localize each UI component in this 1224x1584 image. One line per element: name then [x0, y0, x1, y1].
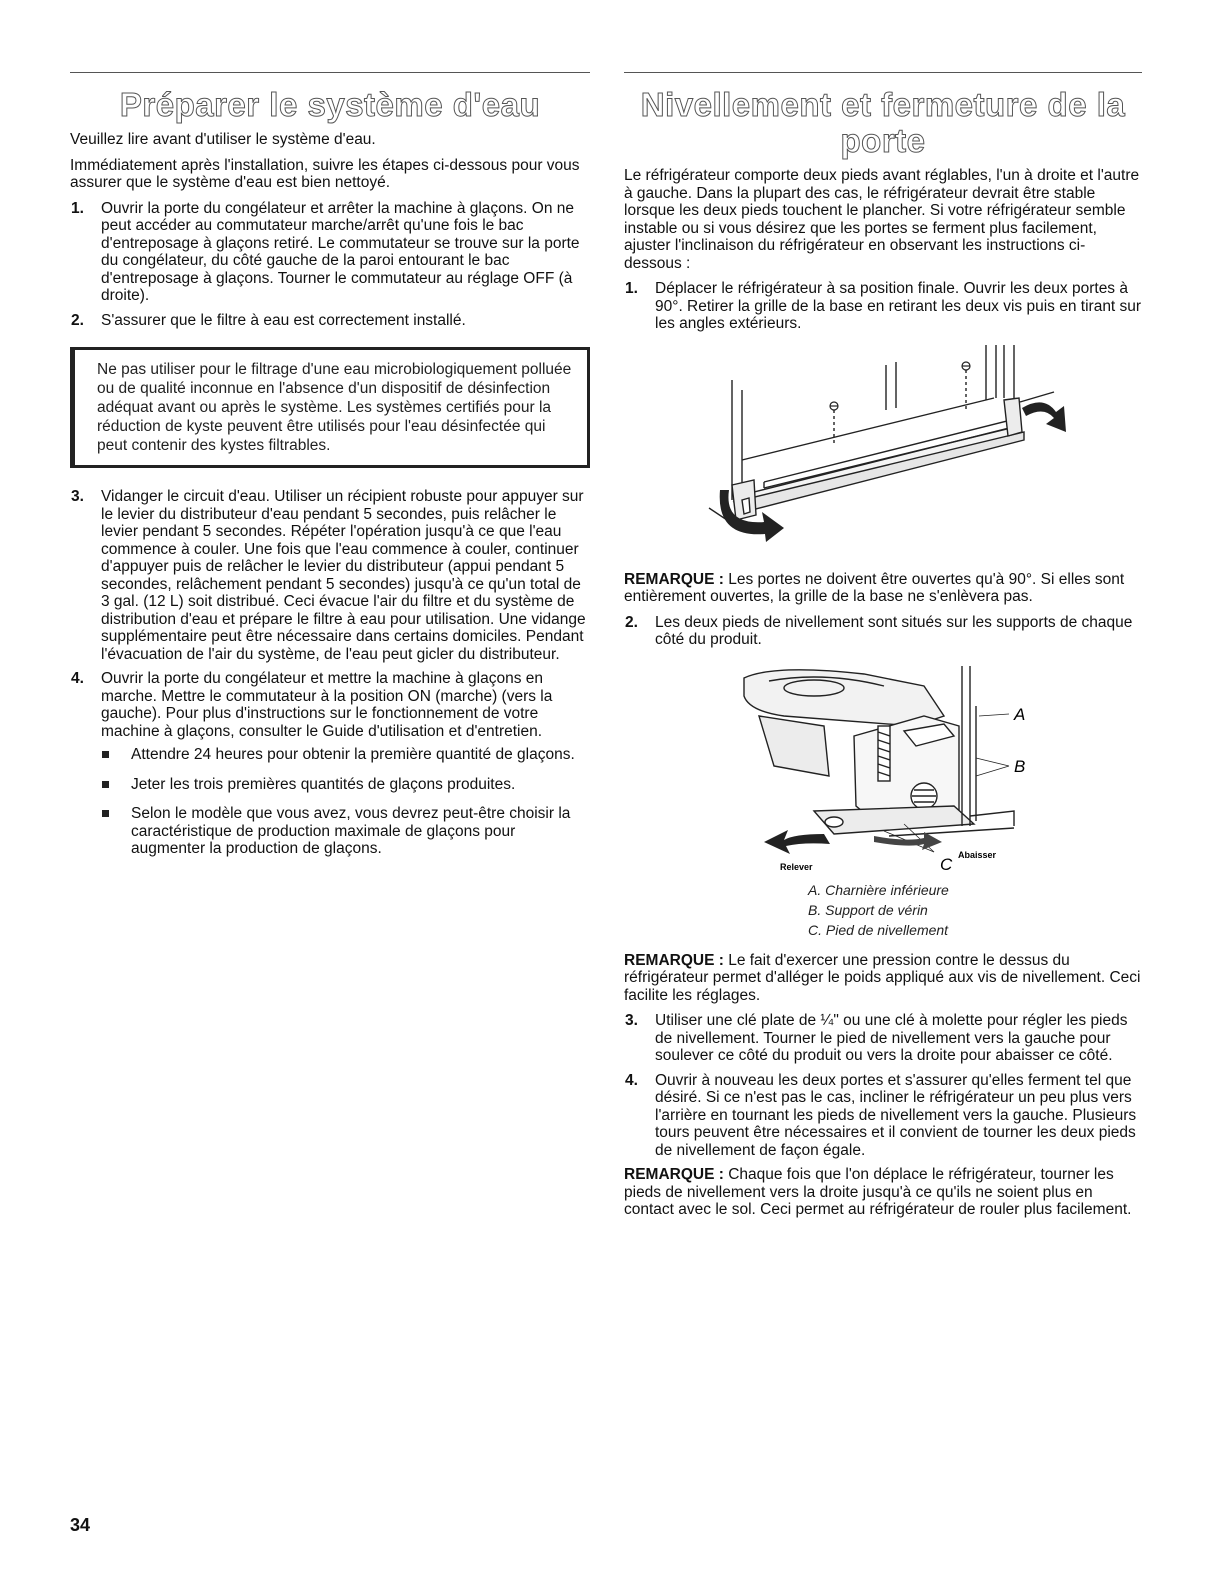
section-title-leveling: Nivellement et fermeture de la porte	[640, 86, 1126, 159]
leveling-foot-illustration	[624, 656, 1142, 874]
step-text: Ouvrir la porte du congélateur et arrêter la machine à glaçons. On ne peut accéder au commutateur marche/arrêt qu'une fois le bac d'entreposage à glaçons retiré. Le commutateur se trouve sur la porte du congélateur, du côté gauche de la paroi entourant le bac d'entreposage à glaçons. Tourner le commutateur au réglage OFF (à droite).	[101, 199, 580, 304]
step-item	[70, 488, 590, 663]
note-text: Chaque fois que l'on déplace le réfrigérateur, tourner les pieds de nivellement vers la droite jusqu'à ce qu'ils ne soient plus en contact avec le sol. Ceci permet au réfrigérateur de rouler plus facilement.	[624, 1166, 1132, 1218]
step-item	[70, 670, 590, 858]
caption-b: B. Support de vérin	[808, 901, 928, 918]
step-item	[624, 1012, 1142, 1065]
step-number: 3.	[71, 488, 84, 505]
caption-a: A. Charnière inférieure	[808, 881, 949, 898]
bullet-square-icon	[102, 810, 109, 817]
label-b: B	[1014, 756, 1026, 776]
section-rule	[624, 72, 1142, 73]
step-number: 4.	[71, 670, 84, 687]
bullet-text: Selon le modèle que vous avez, vous devrez peut-être choisir la caractéristique de production maximale de glaçons pour augmenter la production de glaçons.	[131, 805, 571, 857]
steps-list	[624, 1012, 1142, 1159]
step-number: 1.	[71, 199, 84, 217]
step-text: Les deux pieds de nivellement sont situés sur les supports de chaque côté du produit.	[655, 613, 1133, 648]
bullet-square-icon	[102, 751, 109, 758]
step-text: Ouvrir la porte du congélateur et mettre la machine à glaçons en marche. Mettre le commutateur à la position ON (marche) (vers la gauche). Pour plus d'instructions sur le fonctionnement de votre machine à glaçons, consulter le Guide d'utilisation et d'entretien.	[101, 670, 553, 740]
step-item	[624, 1072, 1142, 1160]
step-number: 4.	[625, 1071, 638, 1089]
bullet-item	[101, 805, 590, 858]
bullet-item	[101, 746, 590, 764]
page-number: 34	[70, 1515, 91, 1535]
step-number: 2.	[625, 613, 638, 631]
note-paragraph	[624, 952, 1142, 1005]
intro-paragraph: Le réfrigérateur comporte deux pieds avant réglables, l'un à droite et l'autre à gauche. Dans la plupart des cas, le réfrigérateur devrait être stable lorsque les deux pieds touchent le plancher. Si votre réfrigérateur semble instable ou si vous désirez que les portes se ferment plus facilement, ajuster l'inclinaison du réfrigérateur en observant les instructions ci-dessous :	[624, 167, 1140, 272]
step-item	[70, 200, 590, 305]
step-text: Déplacer le réfrigérateur à sa position finale. Ouvrir les deux portes à 90°. Retirer la grille de la base en retirant les deux vis puis en tirant sur les angles extérieurs.	[655, 280, 1142, 332]
note-paragraph	[624, 571, 1142, 606]
steps-list	[624, 280, 1142, 333]
step-item	[624, 280, 1142, 333]
bullet-item	[101, 776, 590, 794]
caption-c: C. Pied de nivellement	[808, 921, 949, 938]
note-label: REMARQUE :	[624, 570, 724, 588]
screw-icon	[830, 362, 970, 410]
pull-arrow-right-icon	[1022, 402, 1066, 432]
step-text: Ouvrir à nouveau les deux portes et s'assurer qu'elles ferment tel que désiré. Si ce n'est pas le cas, incliner le réfrigérateur un peu plus vers l'arrière en tournant les pieds de nivellement vers la gauche. Plusieurs tours peuvent être nécessaires et il convient de tourner les deux pieds de nivellement de façon égale.	[655, 1071, 1137, 1159]
step-number: 3.	[625, 1012, 638, 1029]
note-label: REMARQUE :	[624, 1166, 724, 1183]
bullet-square-icon	[102, 781, 109, 788]
step-item	[70, 312, 590, 330]
step-item	[624, 614, 1142, 649]
label-a: A	[1014, 704, 1026, 724]
intro-paragraph: Veuillez lire avant d'utiliser le système d'eau.	[70, 131, 376, 148]
steps-list	[624, 614, 1142, 649]
leveling-foot-drawing	[624, 656, 1142, 874]
label-raise: Relever	[780, 861, 813, 872]
bullet-text: Attendre 24 heures pour obtenir la première quantité de glaçons.	[131, 746, 575, 763]
figure-captions	[808, 880, 1142, 940]
label-lower: Abaisser	[958, 849, 997, 860]
note-text: Le fait d'exercer une pression contre le dessus du réfrigérateur permet d'alléger le poids appliqué aux vis de nivellement. Ceci facilite les réglages.	[624, 951, 1141, 1004]
base-grille-illustration	[624, 340, 1142, 565]
step-number: 1.	[625, 280, 638, 297]
label-c: C	[940, 854, 953, 874]
note-paragraph	[624, 1166, 1142, 1219]
steps-list	[70, 488, 590, 858]
warning-box: Ne pas utiliser pour le filtrage d'une eau microbiologiquement polluée ou de qualité inconnue en l'absence d'un dispositif de désinfection adéquat avant ou après le système. Les systèmes certifiés pour la réduction de kyste peuvent être utilisés pour l'eau désinfectée qui peut contenir des kystes filtrables.	[70, 347, 590, 468]
right-column	[624, 72, 1142, 1227]
bullet-list	[101, 746, 590, 858]
bullet-text: Jeter les trois premières quantités de glaçons produites.	[131, 775, 516, 793]
section-rule	[70, 72, 590, 73]
section-title-water-system: Préparer le système d'eau	[119, 86, 541, 123]
left-column	[70, 72, 590, 870]
raise-arrow-icon	[764, 830, 830, 854]
step-text: Utiliser une clé plate de ¼" ou une clé à molette pour régler les pieds de nivellement. Tourner le pied de nivellement vers la gauche pour soulever ce côté du produit ou vers la droite pour abaisser ce côté.	[655, 1012, 1128, 1064]
step-number: 2.	[71, 311, 84, 329]
step-text: Vidanger le circuit d'eau. Utiliser un récipient robuste pour appuyer sur le levier du distributeur d'eau pendant 5 secondes, puis relâcher le levier pendant 5 secondes. Répéter l'opération jusqu'à ce que l'eau commence à couler. Une fois que l'eau commence à couler, continuer d'appuyer puis de relâcher le levier du distributeur (appui pendant 5 secondes, relâchement pendant 5 secondes) jusqu'à ce qu'un total de 3 gal. (12 L) soit distribué. Ceci évacue l'air du filtre et du système de distribution d'eau et prépare le filtre à eau pour utilisation. Une vidange supplémentaire peut être nécessaire dans certains domiciles. Pendant l'évacuation de l'air du système, de l'eau peut gicler du distributeur.	[101, 488, 586, 663]
note-label: REMARQUE :	[624, 951, 724, 969]
steps-list	[70, 200, 590, 330]
note-text: Les portes ne doivent être ouvertes qu'à 90°. Si elles sont entièrement ouvertes, la grille de la base ne s'enlèvera pas.	[624, 570, 1125, 605]
base-grille-drawing	[624, 340, 1142, 565]
step-text: S'assurer que le filtre à eau est correctement installé.	[101, 311, 466, 329]
intro-paragraph: Immédiatement après l'installation, suivre les étapes ci-dessous pour vous assurer que le système d'eau est bien nettoyé.	[70, 156, 580, 191]
